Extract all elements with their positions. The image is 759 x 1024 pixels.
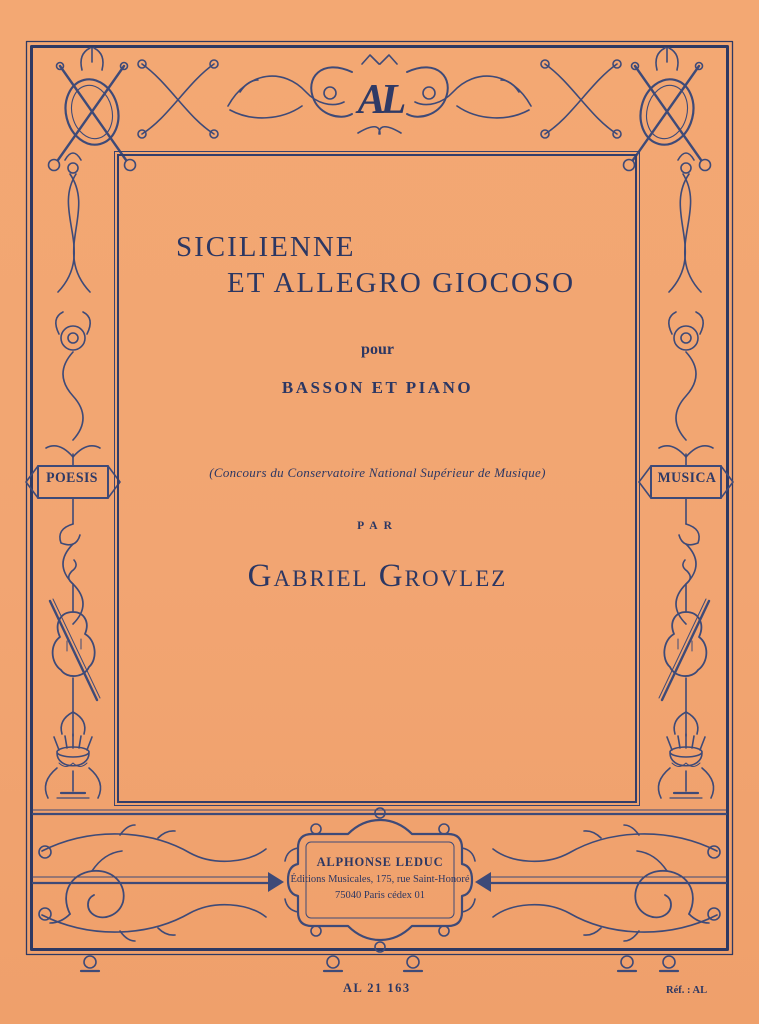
banner-poesis: POESIS	[46, 470, 98, 486]
publisher-address-line-2: 75040 Paris cédex 01	[334, 890, 426, 901]
byline-par: PAR	[357, 520, 398, 532]
publisher-monogram: AL	[357, 77, 402, 123]
publisher-address-line-1: Éditions Musicales, 175, rue Saint-Honoré	[290, 874, 470, 885]
publisher-name: ALPHONSE LEDUC	[316, 855, 444, 869]
plate-number: AL 21 163	[343, 981, 411, 995]
banner-musica: MUSICA	[657, 470, 717, 486]
reference-label: Réf. : AL	[666, 985, 708, 996]
composer-name: Gabriel Grovlez	[247, 558, 508, 594]
competition-note: (Concours du Conservatoire National Supérieur de Musique)	[209, 465, 546, 480]
title-line-1: SICILIENNE	[176, 231, 356, 263]
corner-rosette	[50, 851, 124, 923]
bottom-foliage	[33, 825, 284, 941]
title-line-2: ET ALLEGRO GIOCOSO	[227, 267, 576, 299]
instrumentation: BASSON ET PIANO	[281, 378, 474, 397]
border-feet	[81, 956, 678, 971]
subtitle-pour: pour	[361, 341, 394, 358]
